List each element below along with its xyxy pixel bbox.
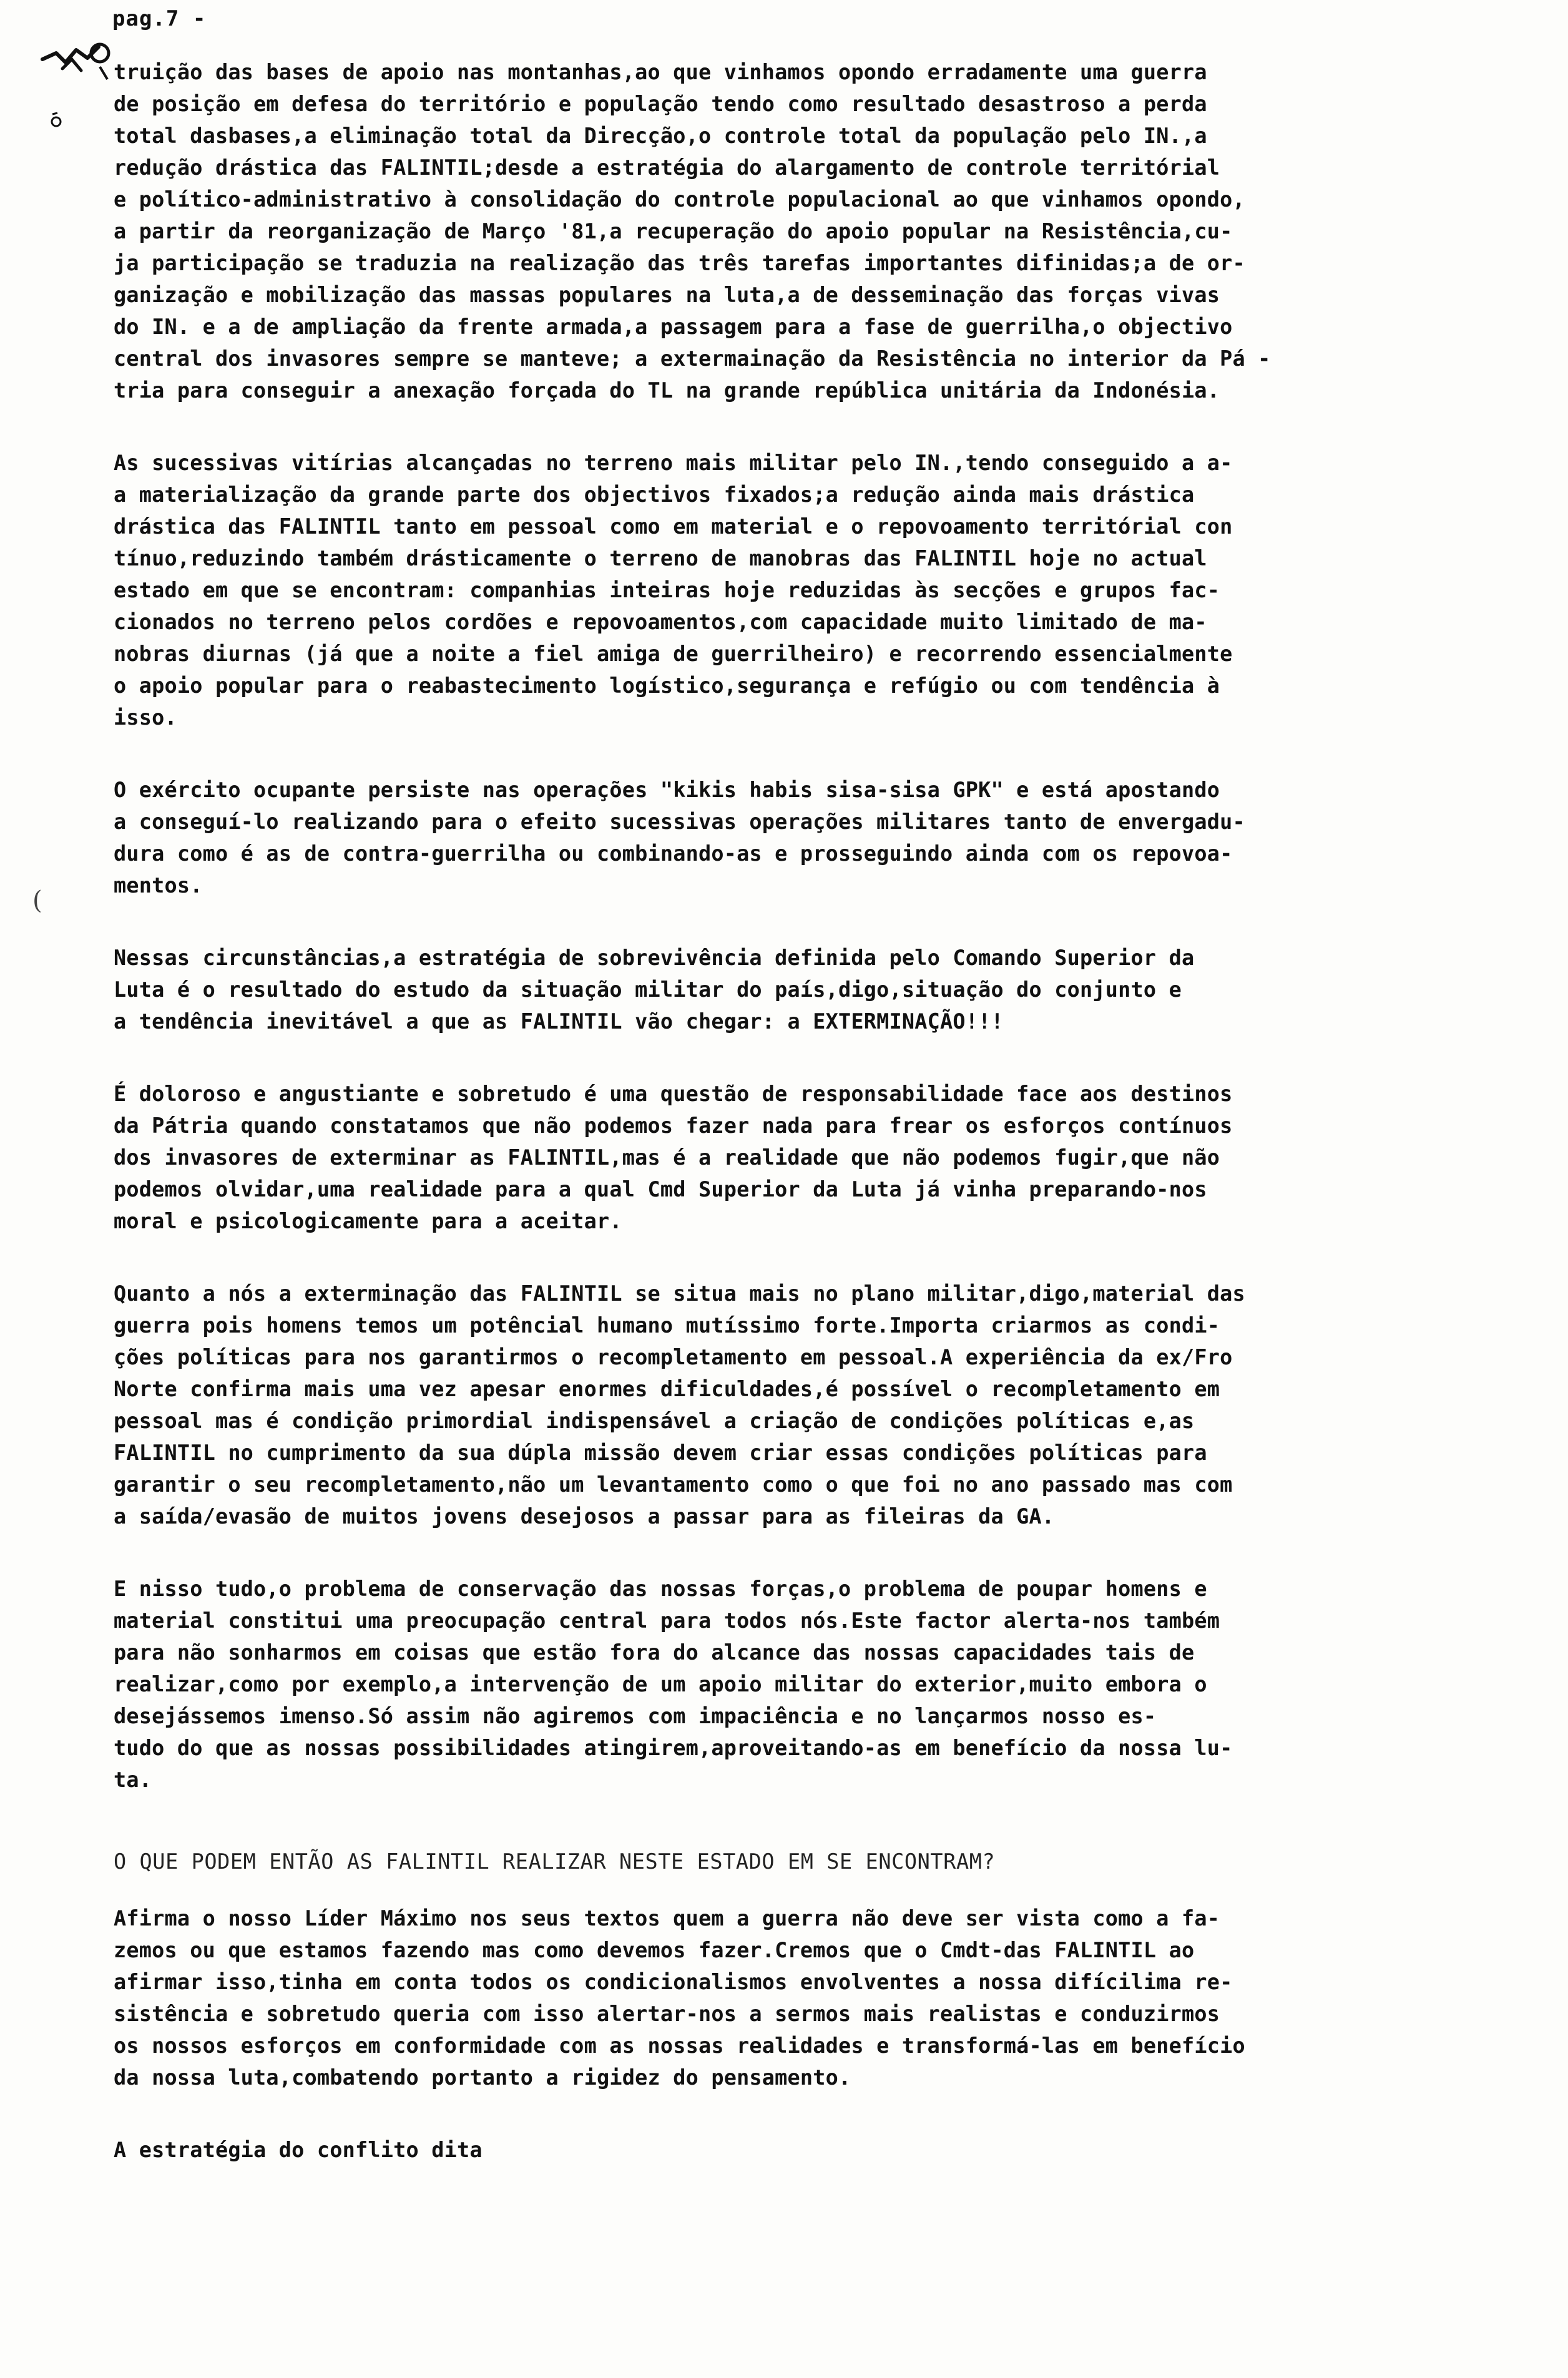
- text-line: a materialização da grande parte dos objectivos fixados;a redução ainda mais drástica: [114, 482, 1195, 507]
- text-line: nobras diurnas (já que a noite a fiel amiga de guerrilheiro) e recorrendo essencialmente: [114, 642, 1233, 666]
- page-number: pag.7 -: [112, 6, 207, 31]
- margin-mark: (: [32, 886, 42, 915]
- text-line: O exército ocupante persiste nas operações "kikis habis sisa-sisa GPK" e está apostando: [114, 778, 1220, 802]
- text-line: da Pátria quando constatamos que não podemos fazer nada para frear os esforços contínuos: [114, 1113, 1233, 1138]
- text-line: tínuo,reduzindo também drásticamente o terreno de manobras das FALINTIL hoje no actual: [114, 546, 1207, 570]
- text-line: Norte confirma mais uma vez apesar enormes dificuldades,é possível o recompletamento em: [114, 1377, 1220, 1401]
- text-line: material constitui uma preocupação central para todos nós.Este factor alerta-nos também: [114, 1608, 1220, 1633]
- paragraph-9: [114, 2134, 1515, 2166]
- text-line: estado em que se encontram: companhias inteiras hoje reduzidas às secções e grupos fac-: [114, 578, 1220, 602]
- text-line: ganização e mobilização das massas populares na luta,a de desseminação das forças vivas: [114, 283, 1220, 307]
- paragraph-2: [114, 447, 1515, 733]
- paragraph-8: [114, 1902, 1515, 2093]
- text-line: isso.: [114, 705, 177, 730]
- text-line: guerra pois homens temos um potêncial humano mutíssimo forte.Importa criarmos as condi-: [114, 1313, 1220, 1338]
- text-line: zemos ou que estamos fazendo mas como devemos fazer.Cremos que o Cmdt-das FALINTIL ao: [114, 1938, 1195, 1962]
- text-line: e político-administrativo à consolidação do controle populacional ao que vinhamos opondo,: [114, 187, 1245, 212]
- text-line: realizar,como por exemplo,a intervenção de um apoio militar do exterior,muito embora o: [114, 1672, 1207, 1696]
- text-line: redução drástica das FALINTIL;desde a estratégia do alargamento de controle territórial: [114, 155, 1220, 180]
- text-line: central dos invasores sempre se manteve; a extermainação da Resistência no interior da Pá -: [114, 346, 1271, 371]
- text-line: ta.: [114, 1768, 152, 1792]
- text-line: pessoal mas é condição primordial indispensável a criação de condições políticas e,as: [114, 1409, 1195, 1433]
- typed-text-body: [114, 56, 1515, 2206]
- handwritten-mark-icon: [37, 34, 125, 128]
- text-line: A estratégia do conflito dita: [114, 2138, 483, 2162]
- text-line: cionados no terreno pelos cordões e repovoamentos,com capacidade muito limitado de ma-: [114, 610, 1207, 634]
- text-line: a tendência inevitável a que as FALINTIL vão chegar: a EXTERMINAÇÃO!!!: [114, 1009, 1004, 1034]
- text-line: de posição em defesa do território e população tendo como resultado desastroso a perda: [114, 92, 1207, 116]
- text-line: truição das bases de apoio nas montanhas,ao que vinhamos opondo erradamente uma guerra: [114, 60, 1207, 84]
- text-line: os nossos esforços em conformidade com as nossas realidades e transformá-las em benefício: [114, 2033, 1245, 2058]
- text-line: para não sonharmos em coisas que estão fora do alcance das nossas capacidades tais de: [114, 1640, 1195, 1665]
- text-line: Afirma o nosso Líder Máximo nos seus textos quem a guerra não deve ser vista como a fa-: [114, 1906, 1220, 1930]
- text-line: ja participação se traduzia na realização das três tarefas importantes difinidas;a de or-: [114, 251, 1245, 275]
- text-line: Luta é o resultado do estudo da situação militar do país,digo,situação do conjunto e: [114, 977, 1182, 1002]
- text-line: do IN. e a de ampliação da frente armada,a passagem para a fase de guerrilha,o objectivo: [114, 315, 1233, 339]
- section-heading: O QUE PODEM ENTÃO AS FALINTIL REALIZAR NESTE ESTADO EM SE ENCONTRAM?: [114, 1849, 996, 1874]
- text-line: dos invasores de exterminar as FALINTIL,mas é a realidade que não podemos fugir,que não: [114, 1145, 1220, 1170]
- text-line: afirmar isso,tinha em conta todos os condicionalismos envolventes a nossa difícilima re-: [114, 1970, 1233, 1994]
- text-line: sistência e sobretudo queria com isso alertar-nos a sermos mais realistas e conduzirmos: [114, 2002, 1220, 2026]
- text-line: a partir da reorganização de Março '81,a recuperação do apoio popular na Resistência,cu-: [114, 219, 1233, 243]
- text-line: o apoio popular para o reabastecimento logístico,segurança e refúgio ou com tendência à: [114, 673, 1220, 698]
- text-line: Quanto a nós a exterminação das FALINTIL se situa mais no plano militar,digo,material das: [114, 1281, 1245, 1306]
- text-line: da nossa luta,combatendo portanto a rigidez do pensamento.: [114, 2065, 851, 2090]
- text-line: moral e psicologicamente para a aceitar.: [114, 1209, 622, 1233]
- text-line: mentos.: [114, 873, 203, 898]
- paragraph-7: [114, 1573, 1515, 1796]
- text-line: a conseguí-lo realizando para o efeito sucessivas operações militares tanto de envergadu-: [114, 810, 1245, 834]
- text-line: garantir o seu recompletamento,não um levantamento como o que foi no ano passado mas com: [114, 1472, 1233, 1497]
- text-line: tria para conseguir a anexação forçada do TL na grande república unitária da Indonésia.: [114, 378, 1220, 403]
- paragraph-3: [114, 774, 1515, 901]
- paragraph-5: [114, 1078, 1515, 1237]
- paragraph-4: [114, 942, 1515, 1037]
- text-line: desejássemos imenso.Só assim não agiremos com impaciência e no lançarmos nosso es-: [114, 1704, 1157, 1728]
- text-line: É doloroso e angustiante e sobretudo é uma questão de responsabilidade face aos destinos: [114, 1082, 1233, 1106]
- text-line: podemos olvidar,uma realidade para a qual Cmd Superior da Luta já vinha preparando-nos: [114, 1177, 1207, 1201]
- text-line: a saída/evasão de muitos jovens desejosos a passar para as fileiras da GA.: [114, 1504, 1055, 1529]
- paragraph-1: [114, 56, 1515, 406]
- text-line: Nessas circunstâncias,a estratégia de sobrevivência definida pelo Comando Superior da: [114, 946, 1195, 970]
- text-line: total dasbases,a eliminação total da Direcção,o controle total da população pelo IN.,a: [114, 124, 1207, 148]
- text-line: drástica das FALINTIL tanto em pessoal como em material e o repovoamento territórial con: [114, 514, 1233, 539]
- text-line: dura como é as de contra-guerrilha ou combinando-as e prosseguindo ainda com os repovoa-: [114, 841, 1233, 866]
- text-line: As sucessivas vitírias alcançadas no terreno mais militar pelo IN.,tendo conseguido a a-: [114, 451, 1233, 475]
- text-line: tudo do que as nossas possibilidades atingirem,aproveitando-as em benefício da nossa lu-: [114, 1736, 1233, 1760]
- text-line: ções políticas para nos garantirmos o recompletamento em pessoal.A experiência da ex/Fro: [114, 1345, 1233, 1369]
- paragraph-6: [114, 1278, 1515, 1532]
- text-line: FALINTIL no cumprimento da sua dúpla missão devem criar essas condições políticas para: [114, 1441, 1207, 1465]
- text-line: E nisso tudo,o problema de conservação das nossas forças,o problema de poupar homens e: [114, 1577, 1207, 1601]
